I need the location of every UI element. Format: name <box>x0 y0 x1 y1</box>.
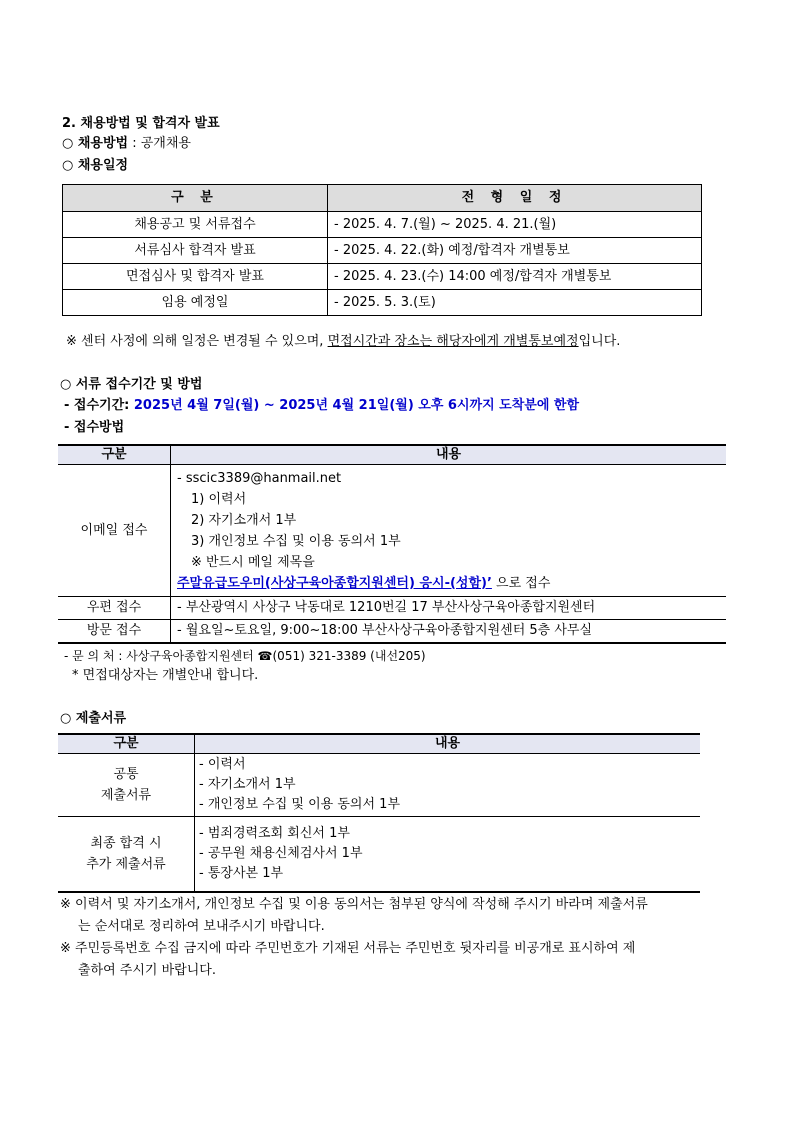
row-label: 채용공고 및 서류접수 <box>63 212 328 238</box>
footnote-1-line-1: ※ 이력서 및 자기소개서, 개인정보 수집 및 이용 동의서는 첨부된 양식에 작성해 주시기 바라며 제출서류 <box>60 897 648 912</box>
table-row <box>63 238 702 264</box>
footnote-2-line-1: ※ 주민등록번호 수집 금지에 따라 주민번호가 기재된 서류는 주민번호 뒷자리를 비공개로 표시하여 제 <box>60 941 636 956</box>
email-address: - sscic3389@hanmail.net <box>177 471 342 486</box>
table-header-row <box>63 185 702 212</box>
documents-heading: ○ 제출서류 <box>60 711 127 726</box>
post-value: - 부산광역시 사상구 낙동대로 1210번길 17 부산사상구육아종합지원센터 <box>171 597 727 620</box>
documents-table <box>58 733 700 893</box>
period-label: - 접수기간: <box>64 398 134 413</box>
footnote-1-line-2: 는 순서대로 정리하여 보내주시기 바랍니다. <box>78 919 325 934</box>
table-row <box>63 290 702 316</box>
submission-heading: ○ 서류 접수기간 및 방법 <box>60 377 203 392</box>
label-line: 최종 합격 시 <box>90 836 162 851</box>
table-row-visit <box>58 620 726 644</box>
row-label: 서류심사 합격자 발표 <box>63 238 328 264</box>
email-subject-note: ※ 반드시 메일 제목을 <box>191 555 315 570</box>
schedule-note-suffix: 입니다. <box>578 334 621 349</box>
hiring-method <box>62 135 191 153</box>
header-category: 구분 <box>58 445 171 465</box>
row-value: - 2025. 4. 23.(수) 14:00 예정/합격자 개별통보 <box>328 264 702 290</box>
schedule-note-underlined: 면접시간과 장소는 해당자에게 개별통보예정 <box>327 334 579 349</box>
email-item: 1) 이력서 <box>191 492 247 507</box>
list-item: - 자기소개서 1부 <box>199 777 296 792</box>
table-row <box>63 212 702 238</box>
label-line: 공통 <box>113 767 139 782</box>
email-subject-suffix: 으로 접수 <box>491 576 551 591</box>
period-value: 2025년 4월 7일(월) ~ 2025년 4월 21일(월) 오후 6시까지 도착분에 한함 <box>133 398 580 413</box>
final-docs-list <box>195 817 701 893</box>
submission-method-label: - 접수방법 <box>64 420 125 435</box>
row-label: 면접심사 및 합격자 발표 <box>63 264 328 290</box>
table-header-row <box>58 445 726 465</box>
list-item: - 통장사본 1부 <box>199 866 284 881</box>
list-item: - 개인정보 수집 및 이용 동의서 1부 <box>199 797 401 812</box>
footnote-2-line-2: 출하여 주시기 바랍니다. <box>78 963 216 978</box>
visit-label: 방문 접수 <box>58 620 171 644</box>
label-line: 추가 제출서류 <box>86 857 166 872</box>
schedule-table <box>62 184 702 316</box>
common-docs-label <box>58 754 195 817</box>
post-label: 우편 접수 <box>58 597 171 620</box>
hiring-method-value: : 공개채용 <box>128 136 191 151</box>
visit-value: - 월요일~토요일, 9:00~18:00 부산사상구육아종합지원센터 5층 사무실 <box>171 620 727 644</box>
final-docs-label <box>58 817 195 893</box>
header-schedule: 전 형 일 정 <box>328 185 702 212</box>
header-content: 내용 <box>171 445 727 465</box>
common-docs-list <box>195 754 701 817</box>
email-item: 2) 자기소개서 1부 <box>191 513 297 528</box>
submission-period <box>64 397 579 415</box>
table-row-post <box>58 597 726 620</box>
email-item: 3) 개인정보 수집 및 이용 동의서 1부 <box>191 534 401 549</box>
list-item: - 공무원 채용신체검사서 1부 <box>199 846 363 861</box>
email-content <box>171 465 727 597</box>
row-label: 임용 예정일 <box>63 290 328 316</box>
table-row-common <box>58 754 700 817</box>
interview-note: * 면접대상자는 개별안내 합니다. <box>72 668 259 683</box>
section-heading: 2. 채용방법 및 합격자 발표 <box>62 116 220 131</box>
hiring-method-label: ○ 채용방법 <box>62 136 129 151</box>
header-category: 구분 <box>58 734 195 754</box>
submission-method-table <box>58 444 726 644</box>
label-line: 제출서류 <box>100 788 152 803</box>
table-row-email <box>58 465 726 597</box>
header-content: 내용 <box>195 734 701 754</box>
list-item: - 범죄경력조회 회신서 1부 <box>199 826 350 841</box>
table-row <box>63 264 702 290</box>
table-header-row <box>58 734 700 754</box>
row-value: - 2025. 4. 7.(월) ~ 2025. 4. 21.(월) <box>328 212 702 238</box>
email-label: 이메일 접수 <box>58 465 171 597</box>
row-value: - 2025. 5. 3.(토) <box>328 290 702 316</box>
email-subject-highlight: 주말유급도우미(사상구육아종합지원센터) 응시-(성함)’ <box>177 576 492 591</box>
inquiry-contact: - 문 의 처 : 사상구육아종합지원센터 ☎(051) 321-3389 (내선205) <box>64 649 426 663</box>
list-item: - 이력서 <box>199 757 246 772</box>
email-subject-line <box>177 573 720 594</box>
schedule-note-prefix: ※ 센터 사정에 의해 일정은 변경될 수 있으며, <box>66 334 328 349</box>
table-row-final <box>58 817 700 893</box>
schedule-note <box>66 333 620 351</box>
row-value: - 2025. 4. 22.(화) 예정/합격자 개별통보 <box>328 238 702 264</box>
header-category: 구 분 <box>63 185 328 212</box>
schedule-label: ○ 채용일정 <box>62 158 129 173</box>
